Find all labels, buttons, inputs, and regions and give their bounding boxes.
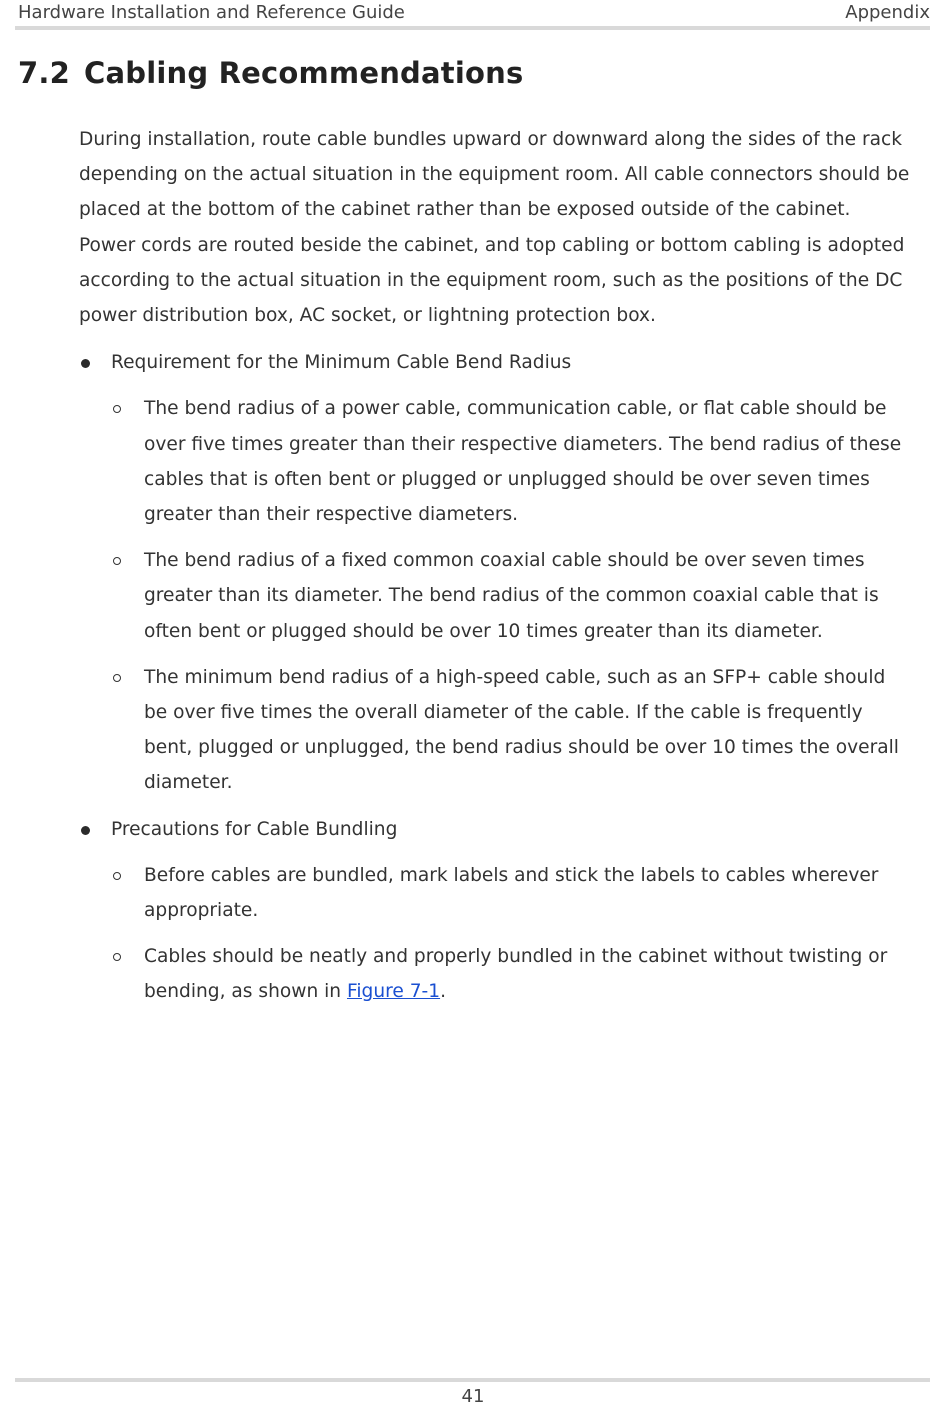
bullet-bend-radius [79, 345, 911, 380]
section-heading [18, 56, 523, 90]
list-item [79, 543, 911, 649]
bullet-dot-icon [81, 359, 90, 368]
bundling-heading: Precautions for Cable Bundling [111, 818, 398, 840]
section-number: 7.2 [18, 56, 70, 90]
section-body [79, 122, 911, 1021]
sub-bullet-circle-icon [113, 674, 121, 682]
sub-bullet-circle-icon [113, 405, 121, 413]
bend-radius-heading: Requirement for the Minimum Cable Bend Radius [111, 352, 572, 374]
intro-paragraph: During installation, route cable bundles upward or downward along the sides of the rack depending on the actual situation in the equipment room. All cable connectors should be placed at the bottom of the cabinet rather than be exposed outside of the cabinet. Power cords are routed beside the cabinet, and top cabling or bottom cabling is adopted according to the actual situation in the equipment room, such as the positions of the DC power distribution box, AC socket, or lightning protection box. [79, 129, 910, 327]
list-item-text [144, 946, 887, 1002]
sub-bullet-circle-icon [113, 872, 121, 880]
header-divider [15, 26, 930, 30]
sub-bullet-circle-icon [113, 953, 121, 961]
figure-7-1-link[interactable]: Figure 7-1 [347, 981, 441, 1003]
list-item-text: The bend radius of a fixed common coaxial cable should be over seven times greater than its diameter. The bend radius of the common coaxial cable that is often bent or plugged should be over 10 times greater than its diameter. [144, 550, 879, 642]
bullet-bundling [79, 812, 911, 847]
list-item [79, 858, 911, 928]
list-item [79, 660, 911, 801]
section-title: Cabling Recommendations [84, 56, 524, 90]
page-number: 41 [461, 1386, 485, 1407]
list-item-text: The bend radius of a power cable, communication cable, or flat cable should be over five times greater than their respective diameters. The bend radius of these cables that is often bent or plugged or unplugged should be over seven times greater than their respective diameters. [144, 398, 902, 526]
list-item [79, 391, 911, 532]
page-header [18, 0, 930, 27]
item-text-prefix: Cables should be neatly and properly bundled in the cabinet without twisting or bending, as shown in [144, 946, 888, 1003]
list-item-text: Before cables are bundled, mark labels and stick the labels to cables wherever appropriate. [144, 864, 879, 922]
list-item-text: The minimum bend radius of a high-speed cable, such as an SFP+ cable should be over five times the overall diameter of the cable. If the cable is frequently bent, plugged or unplugged, the bend radius should be over 10 times the overall diameter. [144, 666, 899, 794]
bullet-dot-icon [81, 826, 90, 835]
sub-bullet-circle-icon [113, 557, 121, 565]
item-text-suffix: . [440, 981, 446, 1003]
chapter-name: Appendix [845, 2, 930, 23]
document-title: Hardware Installation and Reference Guide [18, 2, 405, 23]
list-item [79, 939, 911, 1009]
footer-divider [15, 1378, 930, 1382]
